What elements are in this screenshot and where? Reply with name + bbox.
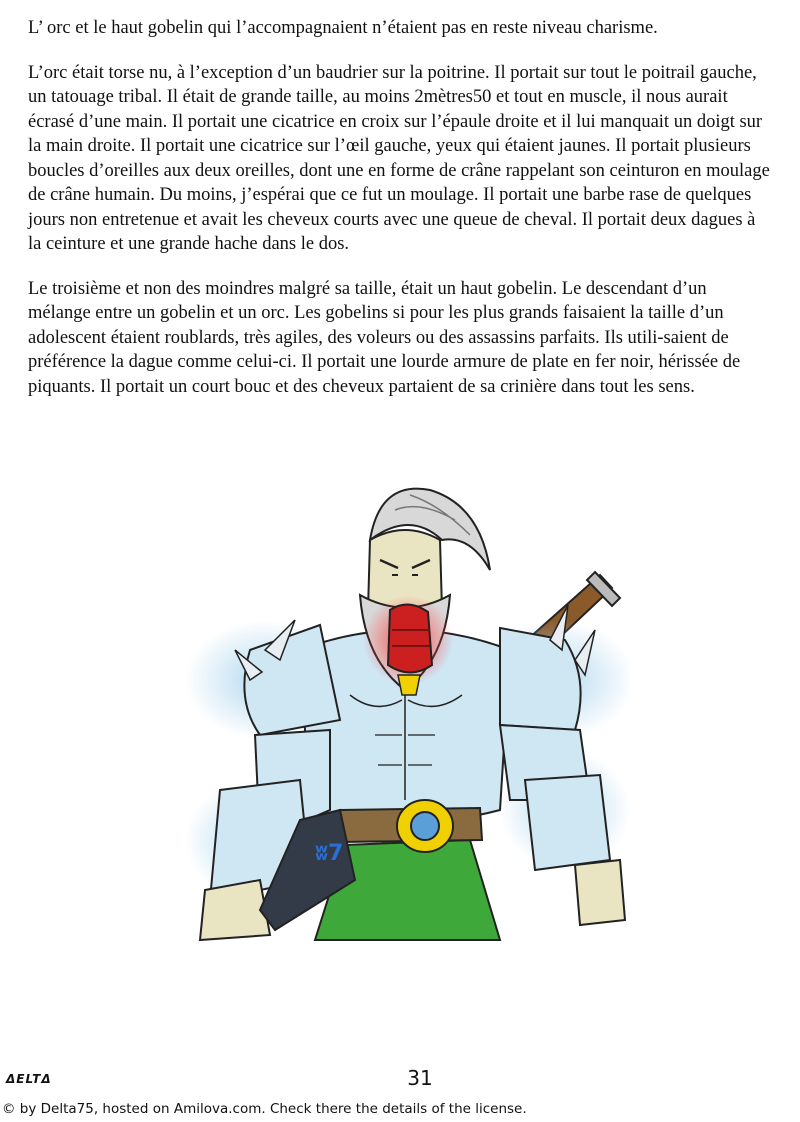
paragraph-goblin-description: Le troisième et non des moindres malgré sa taille, était un haut gobelin. Le descendant d’un mélange entre un gobelin et un orc. Les gobelins si pour les plus grands faisaient la taille d’un adolescent étaient roublards, très agiles, des voleurs ou des assassins parfaits. Ils utili-saient de préférence la dague comme celui-ci. Il portait une lourde armure de plate en fer noir, hérissée de piquants. Il portait un court bouc et des cheveux partaient de sa crinière dans tout les sens. xyxy=(28,278,741,397)
page-number: 31 xyxy=(407,1066,433,1090)
paragraph-intro: L’ orc et le haut gobelin qui l’accompagnaient n’étaient pas en reste niveau charisme. xyxy=(28,18,658,38)
copyright-notice: © by Delta75, hosted on Amilova.com. Check there the details of the license. xyxy=(2,1101,527,1117)
warrior-illustration xyxy=(180,480,630,950)
artist-signature: ΔELTΔ xyxy=(6,1072,52,1086)
svg-text:ʬ7: ʬ7 xyxy=(315,841,344,866)
story-text xyxy=(28,16,772,419)
paragraph-orc-description: L’orc était torse nu, à l’exception d’un baudrier sur la poitrine. Il portait sur tout le poitrail gauche, un tatouage tribal. Il était de grande taille, au moins 2mètres50 et tout en muscle, il nous aurait écrasé d’une main. Il portait une cicatrice en croix sur l’épaule droite et il lui manquait un doigt sur la main droite. Il portait une cicatrice sur l’œil gauche, yeux qui étaient jaunes. Il portait plusieurs boucles d’oreilles aux deux oreilles, dont une en forme de crâne rappelant son ceinturon en moulage de crâne humain. Du moins, j’espérai que ce fut un moulage. Il portait une barbe rase de quelques jours non entretenue et avait les cheveux courts avec une queue de cheval. Il portait deux dagues à la ceinture et une grande hache dans le dos. xyxy=(28,62,770,254)
